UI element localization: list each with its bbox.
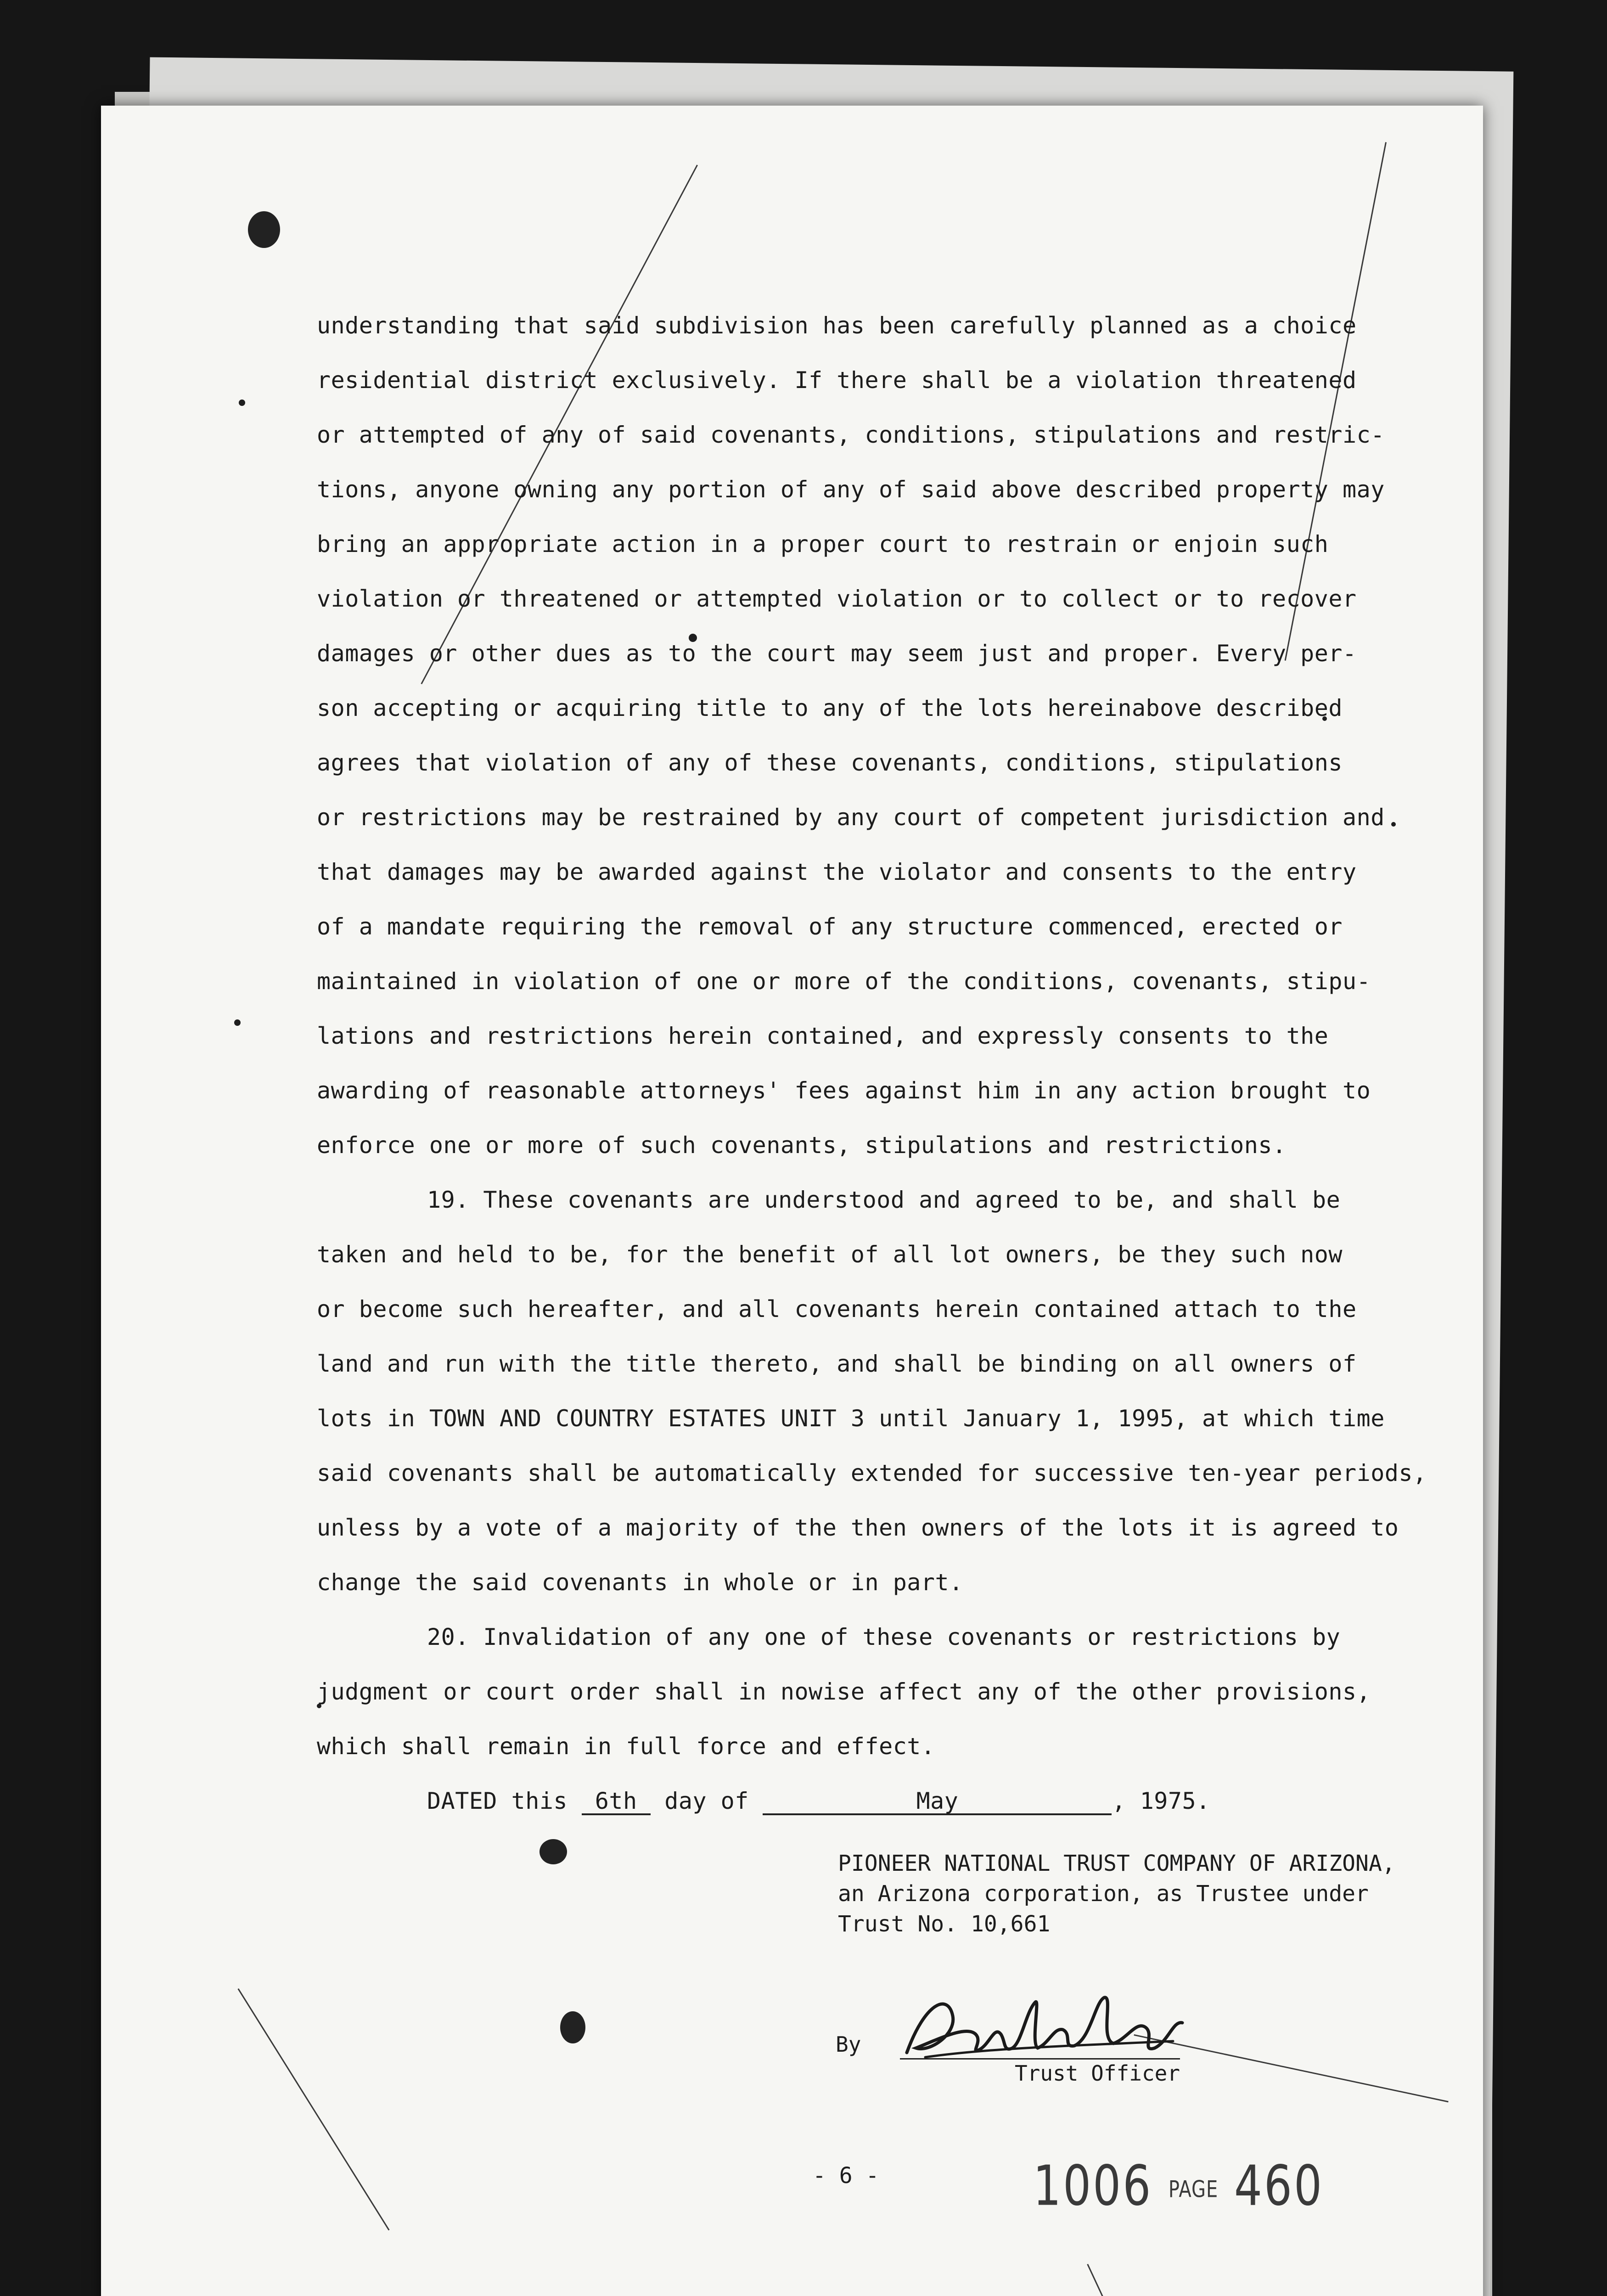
- scan-scratch: [1087, 2264, 1117, 2296]
- document-body: [317, 298, 1483, 1829]
- dated-month: May: [763, 1789, 1112, 1815]
- paragraph-20-line: 20. Invalidation of any one of these covenants or restrictions by: [427, 1624, 1341, 1650]
- dated-line: [317, 1774, 1483, 1829]
- paragraph-20-line: which shall remain in full force and effect.: [317, 1733, 935, 1760]
- paragraph-19-line: unless by a vote of a majority of the then owners of the lots it is agreed to: [317, 1514, 1399, 1541]
- ink-smudge: [560, 2011, 585, 2043]
- trustee-line: PIONEER NATIONAL TRUST COMPANY OF ARIZONA,: [838, 1851, 1395, 1876]
- scan-scratch: [237, 1988, 389, 2230]
- dated-year: , 1975.: [1112, 1788, 1210, 1814]
- signature-title: Trust Officer: [1015, 2061, 1180, 2086]
- body-line: awarding of reasonable attorneys' fees against him in any action brought to: [317, 1077, 1371, 1104]
- paragraph-19-line: 19. These covenants are understood and agreed to be, and shall be: [427, 1187, 1341, 1213]
- body-line: lations and restrictions herein contained, and expressly consents to the: [317, 1023, 1329, 1049]
- ink-smudge: [248, 211, 280, 248]
- dated-middle: day of: [664, 1788, 749, 1814]
- paragraph-19-line: said covenants shall be automatically extended for successive ten-year periods,: [317, 1460, 1427, 1486]
- paragraph-19-line: taken and held to be, for the benefit of all lot owners, be they such now: [317, 1241, 1343, 1268]
- scan-speck: [239, 400, 245, 406]
- trustee-line: Trust No. 10,661: [838, 1911, 1051, 1937]
- body-line: of a mandate requiring the removal of any structure commenced, erected or: [317, 913, 1343, 940]
- body-line: bring an appropriate action in a proper court to restrain or enjoin such: [317, 531, 1329, 557]
- body-line: understanding that said subdivision has been carefully planned as a choice: [317, 312, 1357, 339]
- paragraph-19-line: or become such hereafter, and all covenants herein contained attach to the: [317, 1296, 1357, 1322]
- paragraph-20-line: judgment or court order shall in nowise affect any of the other provisions,: [317, 1678, 1371, 1705]
- paragraph-19-line: land and run with the title thereto, and shall be binding on all owners of: [317, 1351, 1357, 1377]
- body-line: enforce one or more of such covenants, stipulations and restrictions.: [317, 1132, 1287, 1159]
- stamp-book: 1006: [1033, 2154, 1153, 2218]
- ink-smudge: [539, 1839, 567, 1864]
- body-line: maintained in violation of one or more of the conditions, covenants, stipu-: [317, 968, 1371, 995]
- document-page: [101, 106, 1483, 2296]
- covenant-continuation: [317, 298, 1483, 1173]
- body-line: tions, anyone owning any portion of any of said above described property may: [317, 476, 1385, 503]
- stamp-page: 460: [1234, 2154, 1324, 2218]
- paragraph-19-line: lots in TOWN AND COUNTRY ESTATES UNIT 3 until January 1, 1995, at which time: [317, 1405, 1385, 1432]
- paragraph-20: [317, 1610, 1483, 1774]
- body-line: residential district exclusively. If there shall be a violation threatened: [317, 367, 1357, 394]
- body-line: that damages may be awarded against the violator and consents to the entry: [317, 859, 1357, 885]
- body-line: or attempted of any of said covenants, conditions, stipulations and restric-: [317, 422, 1385, 448]
- trustee-line: an Arizona corporation, as Trustee under: [838, 1881, 1369, 1907]
- body-line: agrees that violation of any of these covenants, conditions, stipulations: [317, 749, 1343, 776]
- body-line: son accepting or acquiring title to any of the lots hereinabove described: [317, 695, 1343, 721]
- stamp-page-label: PAGE: [1168, 2176, 1219, 2203]
- trustee-block: [838, 1848, 1395, 1939]
- page-number: - 6 -: [813, 2163, 879, 2189]
- dated-prefix: DATED this: [427, 1788, 568, 1814]
- scan-speck: [234, 1019, 241, 1026]
- dated-day: 6th: [582, 1789, 651, 1815]
- paragraph-19: [317, 1173, 1483, 1610]
- signature-by-label: By: [836, 2032, 861, 2057]
- body-line: or restrictions may be restrained by any court of competent jurisdiction and: [317, 804, 1385, 831]
- body-line: damages or other dues as to the court may seem just and proper. Every per-: [317, 640, 1357, 667]
- handwritten-signature: [898, 1984, 1191, 2071]
- recording-stamp: [1033, 2154, 1324, 2218]
- body-line: violation or threatened or attempted violation or to collect or to recover: [317, 585, 1357, 612]
- paragraph-19-line: change the said covenants in whole or in part.: [317, 1569, 963, 1596]
